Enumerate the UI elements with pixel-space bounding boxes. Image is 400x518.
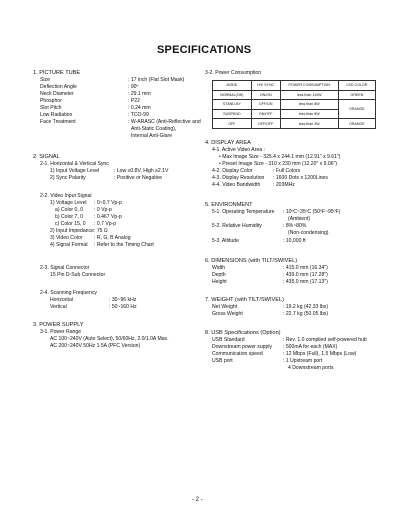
spec-continuation: Anti-Static Coating),	[131, 126, 177, 132]
power-consumption-heading: 3-2. Power Consumption	[205, 70, 262, 76]
table-row: STAND-BY OFF/ON less than 8W ORANGE	[213, 100, 376, 110]
active-video-subheading: 4-1. Active Video Area :	[212, 147, 265, 153]
display-area-heading: 4. DISPLAY AREA	[205, 140, 251, 146]
spec-note: (Ambient)	[288, 216, 311, 222]
page-number: - 2 -	[192, 497, 203, 503]
spec-continuation: 4 Downstream ports	[288, 365, 334, 371]
power-consumption-table	[212, 80, 376, 129]
scan-subheading: 2-4. Scanning Frequency	[40, 290, 97, 296]
spec-note: (Non-condensing)	[288, 230, 329, 236]
environment-heading: 5. ENVIRONMENT	[205, 202, 253, 208]
table-row: SUSPEND ON/OFF less than 8W	[213, 109, 376, 119]
page-title: SPECIFICATIONS	[157, 44, 252, 56]
signal-heading: 2. SIGNAL	[33, 154, 60, 160]
connector-value: 15 Pin D-Sub Connector	[50, 272, 106, 278]
display-bullet: • Max Image Size - 325.4 x 244.1 mm (12.91" x 9.61")	[219, 154, 341, 160]
power-range-subheading: 3-1. Power Range	[40, 329, 82, 335]
power-range-line: AC 200~240V 50Hz 1.5A (PFC Version)	[50, 343, 141, 349]
power-range-line: AC 100~240V (Auto Select), 50/60Hz, 2.0/1.0A Max.	[50, 336, 169, 342]
display-bullet: • Preset Image Size - 310 x 230 mm (12.20" x 9.06")	[219, 161, 338, 167]
power-supply-heading: 3. POWER SUPPLY	[33, 322, 84, 328]
usb-heading: 8. USB Specifications (Option)	[205, 330, 281, 336]
video-subheading: 2-2. Video Input Signal	[40, 193, 92, 199]
weight-heading: 7. WEIGHT (with TILT/SWIVEL)	[205, 297, 284, 303]
dimensions-heading: 6. DIMENSIONS (with TILT/SWIVEL)	[205, 258, 298, 264]
spec-continuation: Internal Anti-Glare	[131, 133, 173, 139]
table-header-row: MODE H/V SYNC POWER CONSUMPTION LED COLOR	[213, 81, 376, 91]
sync-subheading: 2-1. Horizontal & Vertical Sync	[40, 161, 109, 167]
table-row: NORMAL(ON) ON/ON less than 110W GREEN	[213, 90, 376, 100]
connector-subheading: 2-3. Signal Connector	[40, 265, 90, 271]
table-row: OFF OFF/OFF less than 3W ORANGE	[213, 119, 376, 129]
picture-tube-heading: 1. PICTURE TUBE	[33, 70, 81, 76]
